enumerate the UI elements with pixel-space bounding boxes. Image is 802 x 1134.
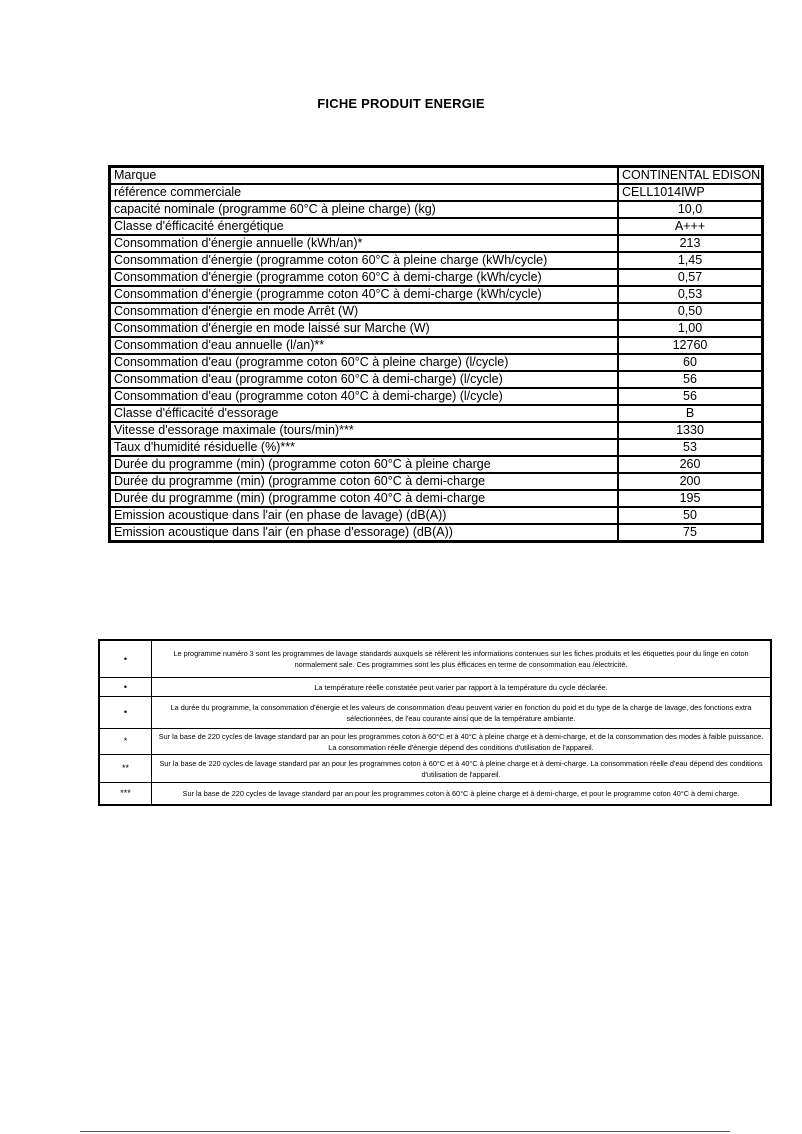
note-row [99,755,771,783]
spec-value: B [618,405,763,422]
spec-row [110,371,763,388]
note-row [99,783,771,806]
spec-value: 0,53 [618,286,763,303]
spec-value: 1330 [618,422,763,439]
product-spec-table [108,165,764,543]
note-text: Le programme numéro 3 sont les programmes de lavage standards auxquels se réfèrent les informations contenues sur les fiches produits et les étiquettes pour du linge en coton normalement sale. Ces programmes sont les plus éfficaces en terme de consommation eau /électricité. [152,640,772,678]
note-marker: ** [99,755,152,783]
spec-row [110,252,763,269]
spec-row [110,337,763,354]
spec-row [110,405,763,422]
spec-label: Consommation d'eau (programme coton 60°C à pleine charge) (l/cycle) [110,354,619,371]
note-text: Sur la base de 220 cycles de lavage standard par an pour les programmes coton à 60°C et à 40°C à pleine charge et à demi-charge. La consommation réelle d'eau dépend des conditions d'utilisation de l'appareil. [152,755,772,783]
spec-label: capacité nominale (programme 60°C à pleine charge) (kg) [110,201,619,218]
spec-table-body [110,167,763,542]
spec-label: Durée du programme (min) (programme coton 60°C à pleine charge [110,456,619,473]
page-title: FICHE PRODUIT ENERGIE [317,96,485,111]
spec-value: 60 [618,354,763,371]
spec-label: Emission acoustique dans l'air (en phase de lavage) (dB(A)) [110,507,619,524]
spec-value: 1,45 [618,252,763,269]
spec-row [110,184,763,201]
spec-row [110,201,763,218]
spec-value: 10,0 [618,201,763,218]
spec-row [110,507,763,524]
note-marker: • [99,640,152,678]
spec-label: Taux d'humidité résiduelle (%)*** [110,439,619,456]
spec-row [110,167,763,185]
spec-label: Consommation d'eau annuelle (l/an)** [110,337,619,354]
note-marker: *** [99,783,152,806]
spec-value: 200 [618,473,763,490]
spec-value: CELL1014IWP [618,184,763,201]
spec-value: 50 [618,507,763,524]
spec-row [110,218,763,235]
note-marker: • [99,678,152,697]
spec-label: Durée du programme (min) (programme coton 60°C à demi-charge [110,473,619,490]
spec-row [110,422,763,439]
spec-label: Consommation d'énergie en mode laissé sur Marche (W) [110,320,619,337]
spec-label: Consommation d'énergie annuelle (kWh/an)* [110,235,619,252]
spec-label: Consommation d'énergie (programme coton 60°C à pleine charge (kWh/cycle) [110,252,619,269]
spec-row [110,320,763,337]
spec-value: 195 [618,490,763,507]
spec-value: CONTINENTAL EDISON [618,167,763,185]
spec-row [110,269,763,286]
spec-value: 75 [618,524,763,542]
spec-label: Classe d'éfficacité d'essorage [110,405,619,422]
note-row [99,729,771,755]
note-row [99,697,771,729]
spec-row [110,473,763,490]
notes-table-body [99,640,771,805]
note-text: La durée du programme, la consommation d'énergie et les valeurs de consommation d'eau peuvent varier en fonction du poid et du type de la charge de lavage, des fonctions extra sélectionnées, de l'eau courante ainsi que de la température ambiante. [152,697,772,729]
spec-row [110,286,763,303]
note-row [99,640,771,678]
spec-row [110,490,763,507]
spec-value: A+++ [618,218,763,235]
spec-row [110,354,763,371]
spec-label: Durée du programme (min) (programme coton 40°C à demi-charge [110,490,619,507]
spec-label: Consommation d'énergie (programme coton 60°C à demi-charge (kWh/cycle) [110,269,619,286]
spec-value: 0,50 [618,303,763,320]
spec-value: 53 [618,439,763,456]
note-row [99,678,771,697]
note-text: Sur la base de 220 cycles de lavage standard par an pour les programmes coton à 60°C à pleine charge et à demi-charge, et pour le programme coton 40°C à demi charge. [152,783,772,806]
spec-label: référence commerciale [110,184,619,201]
spec-label: Consommation d'énergie en mode Arrêt (W) [110,303,619,320]
notes-table [98,639,772,806]
spec-row [110,303,763,320]
spec-label: Consommation d'énergie (programme coton 40°C à demi-charge (kWh/cycle) [110,286,619,303]
spec-row [110,524,763,542]
spec-value: 0,57 [618,269,763,286]
spec-value: 213 [618,235,763,252]
spec-value: 12760 [618,337,763,354]
spec-value: 56 [618,371,763,388]
note-text: La température réelle constatée peut varier par rapport à la température du cycle déclarée. [152,678,772,697]
bottom-divider [80,1131,730,1132]
spec-label: Consommation d'eau (programme coton 40°C à demi-charge) (l/cycle) [110,388,619,405]
note-text: Sur la base de 220 cycles de lavage standard par an pour les programmes coton à 60°C et à 40°C à pleine charge et à demi-charge, et de la consommation des modes à faible puissance. La consommation réelle d'énergie dépend des conditions d'utilisation de l'appareil. [152,729,772,755]
spec-row [110,235,763,252]
spec-row [110,456,763,473]
spec-label: Classe d'éfficacité énergétique [110,218,619,235]
spec-row [110,439,763,456]
spec-value: 1,00 [618,320,763,337]
note-marker: * [99,729,152,755]
spec-label: Marque [110,167,619,185]
spec-value: 56 [618,388,763,405]
spec-label: Consommation d'eau (programme coton 60°C à demi-charge) (l/cycle) [110,371,619,388]
spec-value: 260 [618,456,763,473]
spec-label: Emission acoustique dans l'air (en phase d'essorage) (dB(A)) [110,524,619,542]
spec-row [110,388,763,405]
spec-label: Vitesse d'essorage maximale (tours/min)*** [110,422,619,439]
note-marker: • [99,697,152,729]
